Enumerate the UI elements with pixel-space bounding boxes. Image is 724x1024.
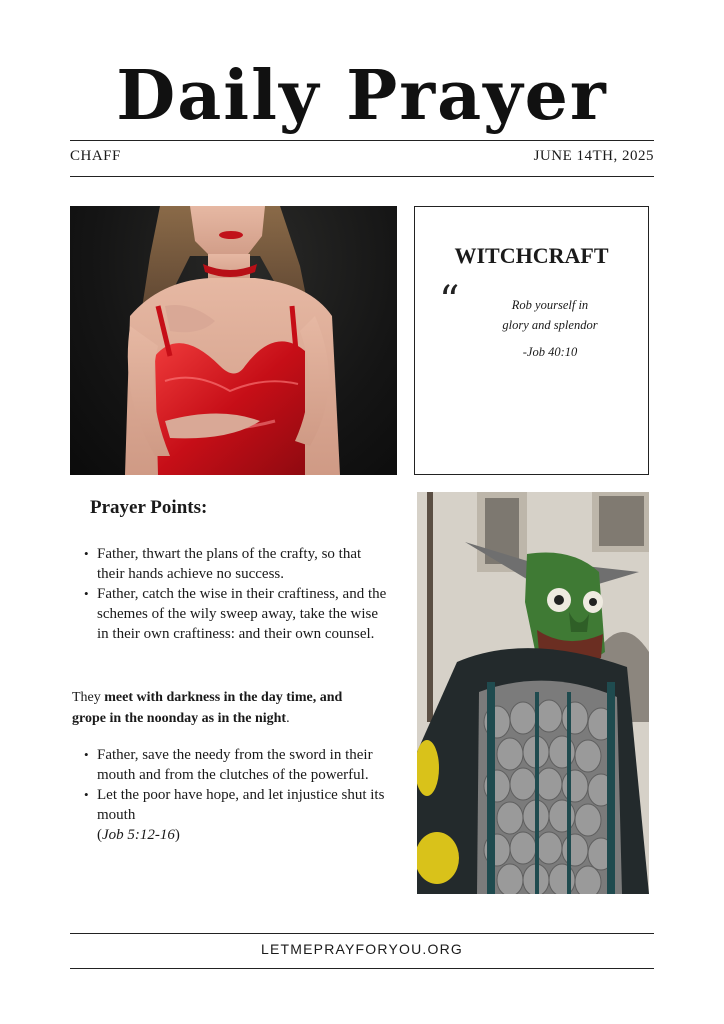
ref-open: ( — [97, 827, 102, 843]
ref-close: ) — [174, 827, 180, 843]
header-bottom-divider — [70, 176, 654, 177]
quote-heading: WITCHCRAFT — [454, 243, 609, 268]
para-bold: meet with darkness in the day time, and grope in the noonday as in the night — [72, 690, 343, 726]
quote-text — [475, 295, 625, 335]
footer-bottom-divider — [70, 968, 654, 969]
prayer-points-heading: Prayer Points: — [90, 497, 208, 518]
ref-text: Job 5:12-16 — [102, 827, 175, 843]
list-item: • Father, catch the wise in their craftiness, and the schemes of the wily sweep away, take the wise in their own craftiness: and their own counsel. — [70, 584, 390, 644]
scripture-reference — [97, 827, 180, 843]
list-item: • Father, thwart the plans of the crafty, so that their hands achieve no success. — [70, 544, 390, 584]
para-prefix: They — [72, 690, 105, 705]
page-title: Daily Prayer — [116, 56, 608, 136]
footer-website: LETMEPRAYFORYOU.ORG — [261, 941, 463, 957]
para-suffix: . — [286, 711, 290, 726]
prayer-points-list-1 — [70, 544, 390, 644]
masked-figure-photo — [417, 492, 649, 894]
list-item — [70, 785, 390, 845]
quote-line-2: glory and splendor — [502, 318, 598, 332]
masked-figure-illustration — [417, 492, 649, 894]
quote-line-1: Rob yourself in — [511, 298, 589, 312]
date-label: JUNE 14TH, 2025 — [533, 148, 654, 164]
quote-reference: -Job 40:10 — [522, 345, 578, 359]
quote-mark-icon: “ — [439, 278, 460, 324]
list-item: • Father, save the needy from the sword in their mouth and from the clutches of the powerful. — [70, 745, 390, 785]
quote-card — [414, 206, 649, 475]
scripture-paragraph — [72, 687, 372, 729]
woman-red-dress-illustration — [70, 206, 397, 475]
list-item-text: Let the poor have hope, and let injustice shut its mouth — [97, 787, 385, 823]
footer-top-divider — [70, 933, 654, 934]
section-label: CHAFF — [70, 148, 121, 164]
woman-red-dress-photo — [70, 206, 397, 475]
top-divider — [70, 140, 654, 141]
prayer-points-list-2 — [70, 745, 390, 845]
